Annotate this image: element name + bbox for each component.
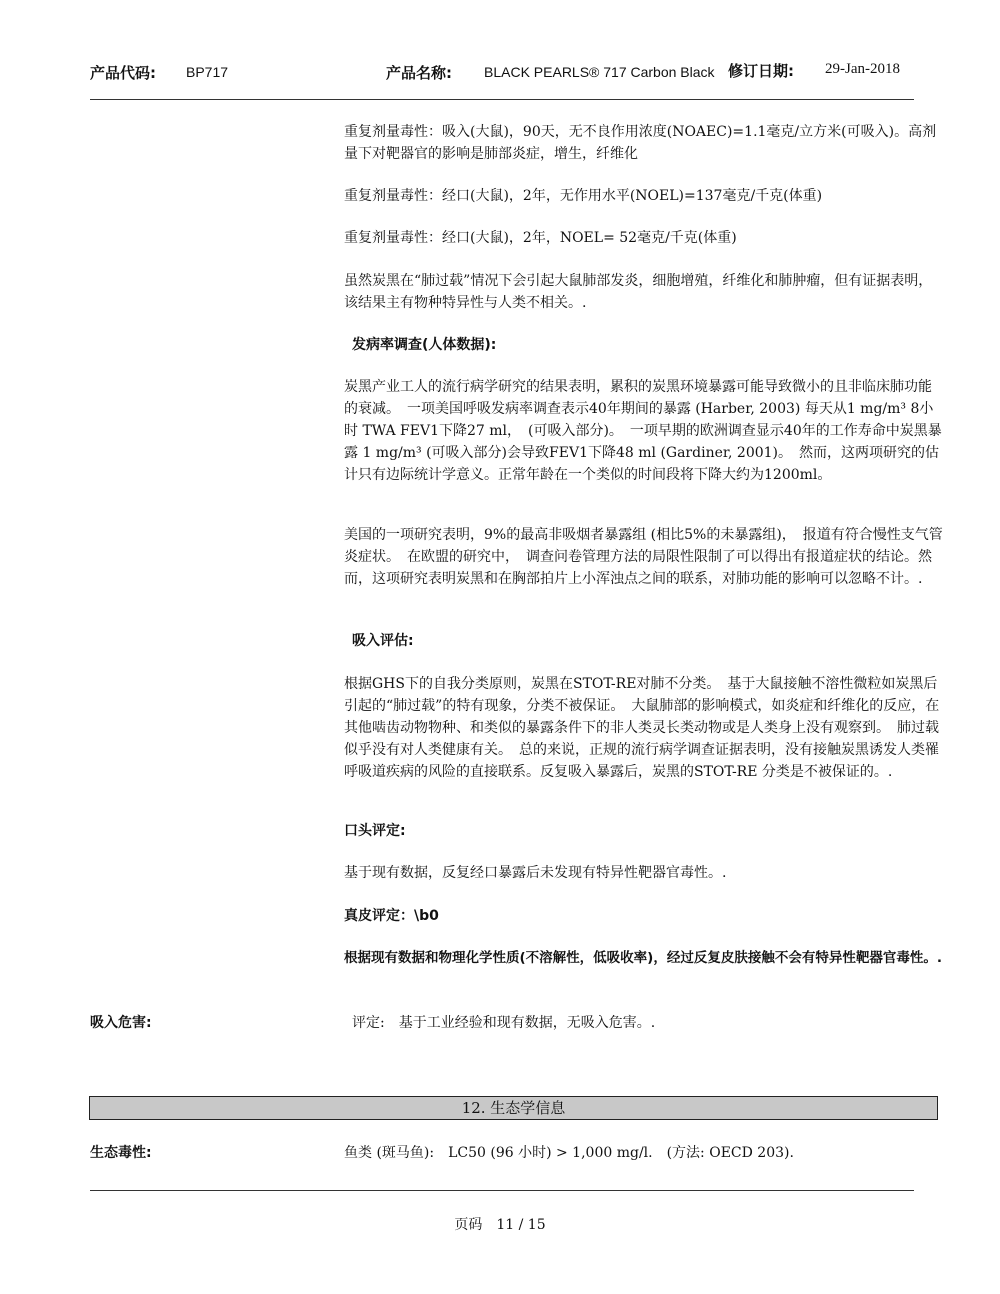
epidemiology-heading: 发病率调查(人体数据): — [352, 337, 497, 353]
repeated-dose-oral-noel-52: 重复剂量毒性：经口(大鼠)，2年，NOEL= 52毫克/千克(体重) — [344, 230, 737, 246]
aspiration-hazard-value: 评定: 基于工业经验和现有数据，无吸入危害。. — [352, 1015, 656, 1031]
us-study-paragraph: 美国的一项研究表明，9%的最高非吸烟者暴露组 (相比5%的未暴露组)， 报道有符合慢性支气管炎症状。 在欧盟的研究中， 调查问卷管理方法的局限性限制了可以得出有报道症状的结论。然而，这项研究表明炭黑和在胸部拍片上小浑浊点之间的联系，对肺功能的影响可以忽略不计。. — [344, 527, 943, 587]
dermal-assessment-paragraph: 根据现有数据和物理化学性质(不溶解性，低吸收率)，经过反复皮肤接触不会有特异性靶器官毒性。. — [344, 950, 942, 966]
revision-date-value: 29-Jan-2018 — [825, 61, 900, 77]
repeated-dose-inhalation: 重复剂量毒性：吸入(大鼠)，90天，无不良作用浓度(NOAEC)=1.1毫克/立方米(可吸入)。高剂量下对靶器官的影响是肺部炎症，增生，纤维化 — [344, 124, 937, 162]
product-code-value: BP717 — [186, 64, 229, 80]
revision-date-label: 修订日期: — [728, 62, 794, 80]
product-name-value: BLACK PEARLS® 717 Carbon Black — [484, 64, 715, 80]
ecotoxicity-value: 鱼类 (斑马鱼): LC50 (96 小时) > 1,000 mg/l. (方法: OECD 203). — [344, 1145, 794, 1161]
epidemiology-paragraph: 炭黑产业工人的流行病学研究的结果表明，累积的炭黑环境暴露可能导致微小的且非临床肺功能的衰减。 一项美国呼吸发病率调查表示40年期间的暴露 (Harber, 2003) 每天从1 mg/m³ 8小时 TWA FEV1下降27 ml， (可吸入部分)。 一项早期的欧洲调查显示40年的工作寿命中炭黑暴露 1 mg/m³ (可吸入部分)会导致FEV1下降48 ml (Gardiner, 2001)。 然而，这两项研究的估计只有边际统计学意义。正常年龄在一个类似的时间段将下降大约为1200ml。 — [344, 379, 942, 483]
ecotoxicity-label: 生态毒性: — [90, 1145, 152, 1161]
product-code-label: 产品代码: — [90, 64, 156, 82]
dermal-assessment-heading: 真皮评定：\b0 — [344, 908, 439, 924]
inhalation-assessment-paragraph: 根据GHS下的自我分类原则，炭黑在STOT-RE对肺不分类。 基于大鼠接触不溶性微粒如炭黑后引起的“肺过载”的特有现象，分类不被保证。 大鼠肺部的影响模式，如炎症和纤维化的反应，在其他啮齿动物物种、和类似的暴露条件下的非人类灵长类动物或是人类身上没有观察到。 肺过载似乎没有对人类健康有关。 总的来说，正规的流行病学调查证据表明，没有接触炭黑诱发人类罹呼吸道疾病的风险的直接联系。反复吸入暴露后，炭黑的STOT-RE 分类是不被保证的。. — [344, 676, 940, 780]
aspiration-hazard-label: 吸入危害: — [90, 1015, 152, 1031]
repeated-dose-oral-noel-137: 重复剂量毒性：经口(大鼠)，2年，无作用水平(NOEL)=137毫克/千克(体重) — [344, 188, 823, 204]
oral-assessment-paragraph: 基于现有数据，反复经口暴露后未发现有特异性靶器官毒性。. — [344, 865, 727, 881]
page-number: 页码 11 / 15 — [454, 1217, 546, 1233]
header-divider — [90, 99, 914, 100]
lung-overload-note: 虽然炭黑在“肺过载”情况下会引起大鼠肺部发炎，细胞增殖，纤维化和肺肿瘤，但有证据表明，该结果主有物种特异性与人类不相关。. — [344, 273, 933, 311]
section-12-header: 12. 生态学信息 — [89, 1096, 938, 1120]
inhalation-assessment-heading: 吸入评估: — [352, 633, 414, 649]
oral-assessment-heading: 口头评定: — [344, 823, 406, 839]
footer-divider — [90, 1190, 914, 1191]
product-name-label: 产品名称: — [386, 64, 452, 82]
